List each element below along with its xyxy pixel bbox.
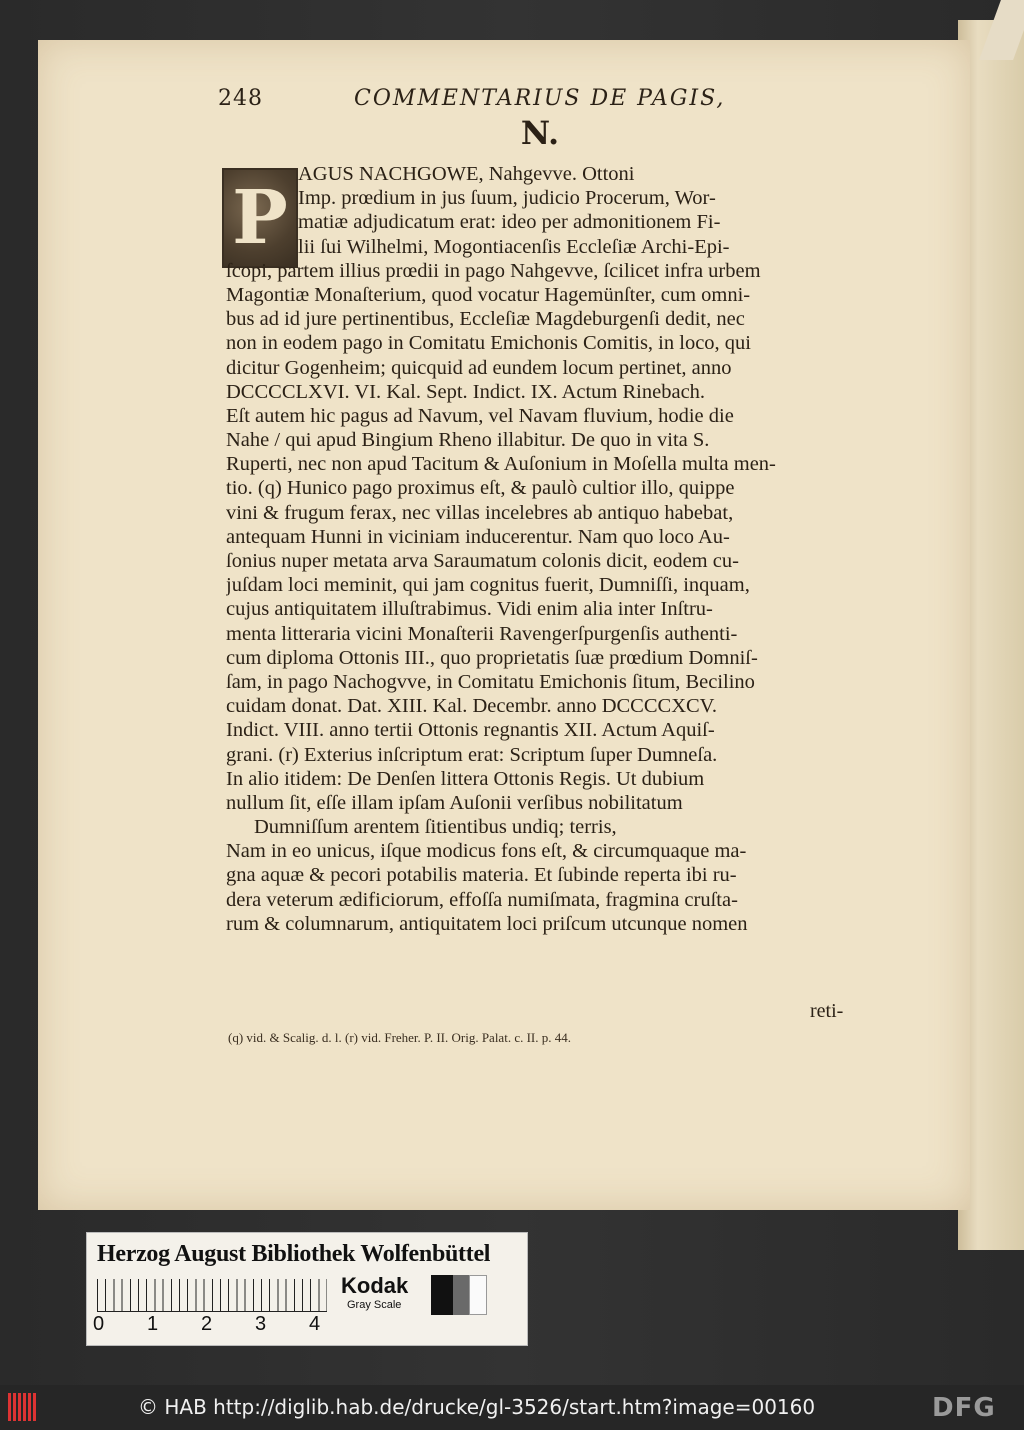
- text-line: antequam Hunni in viciniam inducerentur. Nam quo loco Au-: [226, 525, 730, 548]
- text-line: dera veterum ædificiorum, effoſſa numiſmata, fragmina cruſta-: [226, 888, 738, 911]
- text-line: rum & columnarum, antiquitatem loci priſcum utcunque nomen: [226, 912, 748, 935]
- body-text: [226, 162, 862, 936]
- ruler-number: 3: [255, 1313, 267, 1335]
- catchword: reti-: [810, 1000, 844, 1022]
- text-line: dicitur Gogenheim; quicquid ad eundem locum pertinet, anno: [226, 356, 732, 379]
- copyright-link[interactable]: © HAB http://diglib.hab.de/drucke/gl-3526/start.htm?image=00160: [138, 1395, 816, 1419]
- text-line: ſonius nuper metata arva Saraumatum colonis dicit, eodem cu-: [226, 550, 739, 572]
- ruler-number: 2: [201, 1313, 213, 1335]
- dfg-logo[interactable]: DFG: [932, 1393, 996, 1423]
- text-line: non in eodem pago in Comitatu Emichonis Comitis, in loco, qui: [226, 332, 751, 355]
- page-number: 248: [218, 86, 263, 111]
- library-name: Herzog August Bibliothek Wolfenbüttel: [97, 1241, 491, 1267]
- text-line: matiæ adjudicatum erat: ideo per admonitionem Fi-: [298, 211, 721, 234]
- text-line: DCCCCLXVI. VI. Kal. Sept. Indict. IX. Actum Rinebach.: [226, 380, 706, 403]
- footer-bar: [0, 1385, 1024, 1430]
- text-line: menta litteraria vicini Monaſterii Ravengerſpurgenſis authenti-: [226, 622, 738, 645]
- hab-logo-icon[interactable]: [8, 1393, 38, 1421]
- text-line: cujus antiquitatem illuſtrabimus. Vidi enim alia inter Inſtru-: [226, 598, 713, 621]
- text-line: grani. (r) Exterius inſcriptum erat: Scriptum ſuper Dumneſa.: [226, 743, 718, 766]
- text-line: In alio itidem: De Denſen littera Ottonis Regis. Ut dubium: [226, 767, 705, 790]
- library-label-card: [86, 1232, 528, 1346]
- running-head: COMMENTARIUS DE PAGIS,: [354, 86, 726, 111]
- text-line: juſdam loci meminit, qui jam cognitus fuerit, Dumniſſi, inquam,: [226, 574, 750, 597]
- text-line: Eſt autem hic pagus ad Navum, vel Navam fluvium, hodie die: [226, 404, 734, 427]
- text-line: vini & frugum ferax, nec villas incelebres ab antiquo habebat,: [226, 501, 734, 524]
- text-line: nullum ſit, eſſe illam ipſam Auſonii verſibus nobilitatum: [226, 791, 683, 814]
- text-line: tio. (q) Hunico pago proximus eſt, & paulò cultior illo, quippe: [226, 477, 735, 500]
- text-line: Nam in eo unicus, iſque modicus fons eſt, & circumquaque ma-: [226, 840, 747, 863]
- text-line: lii ſui Wilhelmi, Mogontiacenſis Eccleſiæ Archi-Epi-: [298, 235, 730, 258]
- text-line: ſam, in pago Nachogvve, in Comitatu Emichonis ſitum, Becilino: [226, 670, 755, 693]
- text-line: AGUS NACHGOWE, Nahgevve. Ottoni: [298, 163, 635, 185]
- ruler-number: 4: [309, 1313, 321, 1335]
- text-line: gna aquæ & pecori potabilis materia. Et ſubinde reperta ibi ru-: [226, 864, 737, 887]
- text-line: Magontiæ Monaſterium, quod vocatur Hagemünſter, cum omni-: [226, 283, 751, 306]
- text-line: Dumniſſum arentem ſitientibus undiq; terris,: [254, 816, 617, 839]
- text-line: cuidam donat. Dat. XIII. Kal. Decembr. anno DCCCCXCV.: [226, 695, 717, 718]
- decorated-initial: P: [222, 168, 298, 268]
- text-line: cum diploma Ottonis III., quo proprietatis ſuæ prœdium Domniſ-: [226, 646, 758, 669]
- footnote: (q) vid. & Scalig. d. l. (r) vid. Freher. P. II. Orig. Palat. c. II. p. 44.: [228, 1030, 571, 1045]
- text-line: Imp. prœdium in jus ſuum, judicio Procerum, Wor-: [298, 187, 716, 210]
- section-letter: N.: [520, 114, 560, 152]
- gray-scale-label: Gray Scale: [347, 1299, 402, 1311]
- text-line: Nahe / qui apud Bingium Rheno illabitur. De quo in vita S.: [226, 429, 710, 452]
- ruler-number: 1: [147, 1313, 159, 1335]
- kodak-logo: Kodak: [341, 1273, 409, 1298]
- ruler-number: 0: [93, 1313, 105, 1335]
- text-line: Indict. VIII. anno tertii Ottonis regnantis XII. Actum Aquiſ-: [226, 719, 715, 742]
- text-line: Ruperti, nec non apud Tacitum & Auſonium in Moſella multa men-: [226, 453, 776, 476]
- black-swatch: [431, 1275, 453, 1315]
- text-line: bus ad id jure pertinentibus, Eccleſiæ Magdeburgenſi dedit, nec: [226, 308, 745, 331]
- page-header: [218, 86, 958, 120]
- text-line: ſcopi, partem illius prœdii in pago Nahgevve, ſcilicet infra urbem: [226, 259, 761, 282]
- ruler-scale: [97, 1279, 327, 1312]
- white-swatch: [469, 1275, 487, 1315]
- gray-swatch: [453, 1275, 469, 1315]
